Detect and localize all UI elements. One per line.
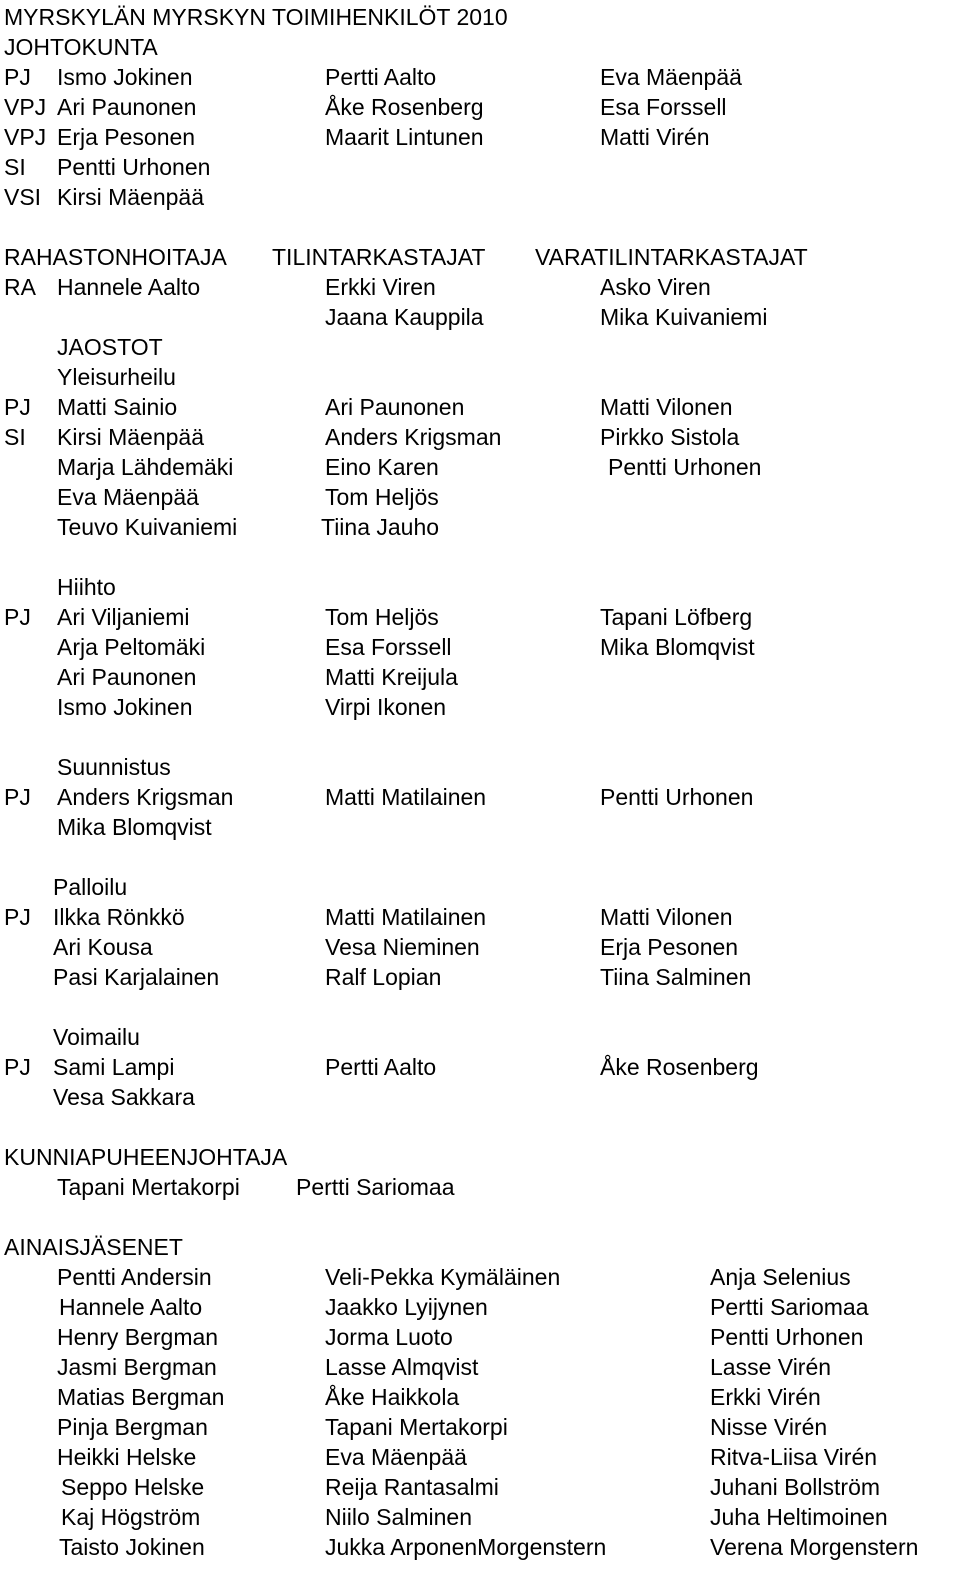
board-role: SI xyxy=(4,154,26,180)
section-member: Mika Blomqvist xyxy=(600,634,755,660)
board-member: Pertti Aalto xyxy=(325,64,437,90)
section-member: Matti Kreijula xyxy=(325,664,458,690)
board-role: VPJ xyxy=(4,124,47,150)
auditors-heading: TILINTARKASTAJAT xyxy=(272,244,486,270)
section-member: Pirkko Sistola xyxy=(600,424,740,450)
section-member: Vesa Nieminen xyxy=(325,934,480,960)
section-member: Marja Lähdemäki xyxy=(57,454,234,480)
life-members-heading: AINAISJÄSENET xyxy=(4,1234,183,1260)
section-role: PJ xyxy=(4,784,31,810)
section-role: PJ xyxy=(4,604,31,630)
section-role: PJ xyxy=(4,1054,31,1080)
life-member: Veli-Pekka Kymäläinen xyxy=(325,1264,561,1290)
section-member: Ilkka Rönkkö xyxy=(53,904,185,930)
section-member: Ari Viljaniemi xyxy=(57,604,190,630)
life-member: Juha Heltimoinen xyxy=(710,1504,888,1530)
section-member: Pentti Urhonen xyxy=(608,454,762,480)
deputy-auditor-name: Mika Kuivaniemi xyxy=(600,304,768,330)
board-member: Ismo Jokinen xyxy=(57,64,193,90)
life-member: Tapani Mertakorpi xyxy=(325,1414,508,1440)
life-member: Verena Morgenstern xyxy=(710,1534,919,1560)
section-member: Erja Pesonen xyxy=(600,934,739,960)
life-member: Lasse Almqvist xyxy=(325,1354,479,1380)
board-member: Esa Forssell xyxy=(600,94,727,120)
auditor-name: Jaana Kauppila xyxy=(325,304,484,330)
section-member: Tiina Jauho xyxy=(321,514,440,540)
board-member: Ari Paunonen xyxy=(57,94,197,120)
section-member: Virpi Ikonen xyxy=(325,694,447,720)
life-member: Seppo Helske xyxy=(61,1474,205,1500)
section-member: Eino Karen xyxy=(325,454,439,480)
section-role: PJ xyxy=(4,394,31,420)
section-member: Ismo Jokinen xyxy=(57,694,193,720)
section-member: Tiina Salminen xyxy=(600,964,752,990)
life-member: Ritva-Liisa Virén xyxy=(710,1444,878,1470)
board-member: Erja Pesonen xyxy=(57,124,196,150)
life-member: Juhani Bollström xyxy=(710,1474,881,1500)
deputy-auditors-heading: VARATILINTARKASTAJAT xyxy=(535,244,808,270)
section-member: Esa Forssell xyxy=(325,634,452,660)
board-role: VSI xyxy=(4,184,42,210)
life-member: Anja Selenius xyxy=(710,1264,851,1290)
section-member: Mika Blomqvist xyxy=(57,814,212,840)
life-member: Kaj Högström xyxy=(61,1504,201,1530)
treasurer-heading: RAHASTONHOITAJA xyxy=(4,244,227,270)
section-member: Ari Kousa xyxy=(53,934,153,960)
life-member: Matias Bergman xyxy=(57,1384,225,1410)
sections-heading: JAOSTOT xyxy=(57,334,163,360)
section-member: Teuvo Kuivaniemi xyxy=(57,514,238,540)
life-member: Jasmi Bergman xyxy=(57,1354,217,1380)
treasurer-name: Hannele Aalto xyxy=(57,274,201,300)
section-member: Sami Lampi xyxy=(53,1054,175,1080)
section-name: Voimailu xyxy=(53,1024,140,1050)
section-member: Matti Matilainen xyxy=(325,904,487,930)
section-member: Tom Heljös xyxy=(325,604,439,630)
section-member: Matti Matilainen xyxy=(325,784,487,810)
board-member: Eva Mäenpää xyxy=(600,64,742,90)
section-member: Pentti Urhonen xyxy=(600,784,754,810)
honorary-chair-name: Tapani Mertakorpi xyxy=(57,1174,240,1200)
life-member: Pentti Andersin xyxy=(57,1264,212,1290)
section-member: Tapani Löfberg xyxy=(600,604,753,630)
life-member: Pentti Urhonen xyxy=(710,1324,864,1350)
life-member: Pinja Bergman xyxy=(57,1414,208,1440)
honorary-chair-heading: KUNNIAPUHEENJOHTAJA xyxy=(4,1144,288,1170)
section-member: Anders Krigsman xyxy=(325,424,502,450)
document-title: MYRSKYLÄN MYRSKYN TOIMIHENKILÖT 2010 xyxy=(4,4,508,30)
life-member: Jaakko Lyijynen xyxy=(325,1294,488,1320)
board-member: Matti Virén xyxy=(600,124,710,150)
life-member: Heikki Helske xyxy=(57,1444,197,1470)
life-member: Eva Mäenpää xyxy=(325,1444,467,1470)
board-heading: JOHTOKUNTA xyxy=(4,34,158,60)
auditor-name: Erkki Viren xyxy=(325,274,436,300)
life-member: Henry Bergman xyxy=(57,1324,219,1350)
section-role: SI xyxy=(4,424,26,450)
section-member: Arja Peltomäki xyxy=(57,634,206,660)
life-member: Nisse Virén xyxy=(710,1414,828,1440)
section-name: Suunnistus xyxy=(57,754,171,780)
deputy-auditor-name: Asko Viren xyxy=(600,274,711,300)
section-member: Anders Krigsman xyxy=(57,784,234,810)
board-member: Åke Rosenberg xyxy=(325,94,484,120)
section-member: Vesa Sakkara xyxy=(53,1084,195,1110)
board-member: Maarit Lintunen xyxy=(325,124,484,150)
life-member: Reija Rantasalmi xyxy=(325,1474,499,1500)
section-member: Matti Vilonen xyxy=(600,904,733,930)
section-member: Ari Paunonen xyxy=(325,394,465,420)
section-member: Kirsi Mäenpää xyxy=(57,424,205,450)
section-name: Palloilu xyxy=(53,874,128,900)
section-member: Pertti Aalto xyxy=(325,1054,437,1080)
board-member: Pentti Urhonen xyxy=(57,154,211,180)
section-member: Åke Rosenberg xyxy=(600,1054,759,1080)
section-member: Matti Sainio xyxy=(57,394,178,420)
life-member: Jorma Luoto xyxy=(325,1324,453,1350)
life-member: Lasse Virén xyxy=(710,1354,832,1380)
section-member: Matti Vilonen xyxy=(600,394,733,420)
section-name: Yleisurheilu xyxy=(57,364,176,390)
life-member: Jukka ArponenMorgenstern xyxy=(325,1534,607,1560)
life-member: Pertti Sariomaa xyxy=(710,1294,869,1320)
section-name: Hiihto xyxy=(57,574,116,600)
finance-role: RA xyxy=(4,274,36,300)
section-member: Ari Paunonen xyxy=(57,664,197,690)
life-member: Åke Haikkola xyxy=(325,1384,460,1410)
board-role: PJ xyxy=(4,64,31,90)
life-member: Niilo Salminen xyxy=(325,1504,473,1530)
life-member: Hannele Aalto xyxy=(59,1294,203,1320)
life-member: Erkki Virén xyxy=(710,1384,821,1410)
board-member: Kirsi Mäenpää xyxy=(57,184,205,210)
honorary-chair-name: Pertti Sariomaa xyxy=(296,1174,455,1200)
section-member: Ralf Lopian xyxy=(325,964,442,990)
section-member: Eva Mäenpää xyxy=(57,484,199,510)
life-member: Taisto Jokinen xyxy=(59,1534,205,1560)
board-role: VPJ xyxy=(4,94,47,120)
section-member: Pasi Karjalainen xyxy=(53,964,220,990)
section-role: PJ xyxy=(4,904,31,930)
section-member: Tom Heljös xyxy=(325,484,439,510)
